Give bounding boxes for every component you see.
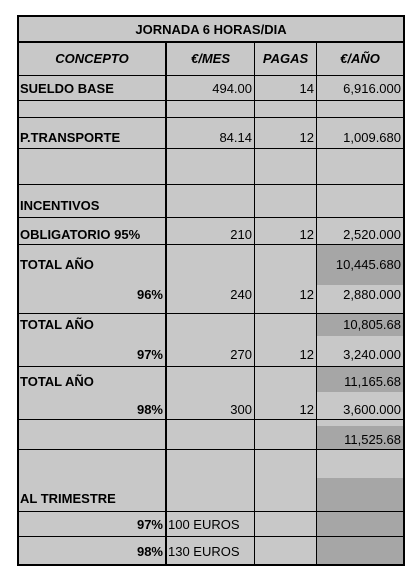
row-t98-mes: 130 EUROS — [168, 543, 240, 559]
row-p98-mes: 300 — [230, 401, 252, 417]
row-p96-mes: 240 — [230, 286, 252, 302]
row-p97-pagas: 12 — [299, 346, 314, 362]
row-transporte-mes: 84.14 — [219, 129, 252, 145]
row-oblig95-mes: 210 — [230, 226, 252, 242]
row-p96-pagas: 12 — [299, 286, 314, 302]
row-total95-anio: 10,445.680 — [335, 256, 401, 272]
row-oblig95-pagas: 12 — [299, 226, 314, 242]
row-p97-anio: 3,240.000 — [343, 346, 401, 362]
row-t97-concepto: 97% — [136, 517, 163, 532]
header-mes: €/MES — [190, 51, 230, 66]
row-t97-mes: 100 EUROS — [168, 517, 240, 532]
row-p96-anio: 2,880.000 — [343, 286, 401, 302]
row-sueldo-pagas: 14 — [299, 80, 314, 96]
row-total97-anio: 11,165.68 — [344, 373, 401, 389]
sheet-title: JORNADA 6 HORAS/DIA — [135, 21, 287, 37]
row-sueldo-concepto: SUELDO BASE — [20, 80, 114, 96]
row-p98-anio: 3,600.000 — [343, 401, 401, 417]
header-pagas: PAGAS — [262, 51, 309, 66]
spreadsheet-table — [17, 15, 405, 566]
row-sueldo-anio: 6,916.000 — [343, 80, 401, 96]
highlight-trimestre — [317, 478, 403, 564]
row-p98-pagas: 12 — [299, 401, 314, 417]
row-p97-concepto: 97% — [136, 346, 163, 362]
row-p97-mes: 270 — [230, 346, 252, 362]
row-total98-anio: 11,525.68 — [344, 431, 401, 447]
row-sueldo-mes: 494.00 — [212, 80, 252, 96]
row-oblig95-anio: 2,520.000 — [343, 226, 401, 242]
row-p96-concepto: 96% — [136, 286, 163, 302]
row-p98-concepto: 98% — [136, 401, 163, 417]
row-transporte-pagas: 12 — [299, 129, 314, 145]
row-total97-concepto: TOTAL AÑO — [20, 373, 94, 389]
row-incentivos-concepto: INCENTIVOS — [20, 197, 100, 213]
row-transporte-concepto: P.TRANSPORTE — [20, 129, 121, 145]
row-transporte-anio: 1,009.680 — [343, 129, 401, 145]
row-total96-anio: 10,805.68 — [343, 317, 401, 332]
row-total96-concepto: TOTAL AÑO — [20, 317, 94, 332]
row-oblig95-concepto: OBLIGATORIO 95% — [20, 226, 141, 242]
row-total95-concepto: TOTAL AÑO — [20, 256, 94, 272]
row-t98-concepto: 98% — [136, 543, 163, 559]
header-concepto: CONCEPTO — [55, 51, 129, 66]
row-trimestre-concepto: AL TRIMESTRE — [20, 490, 116, 506]
header-anio: €/AÑO — [340, 51, 380, 66]
